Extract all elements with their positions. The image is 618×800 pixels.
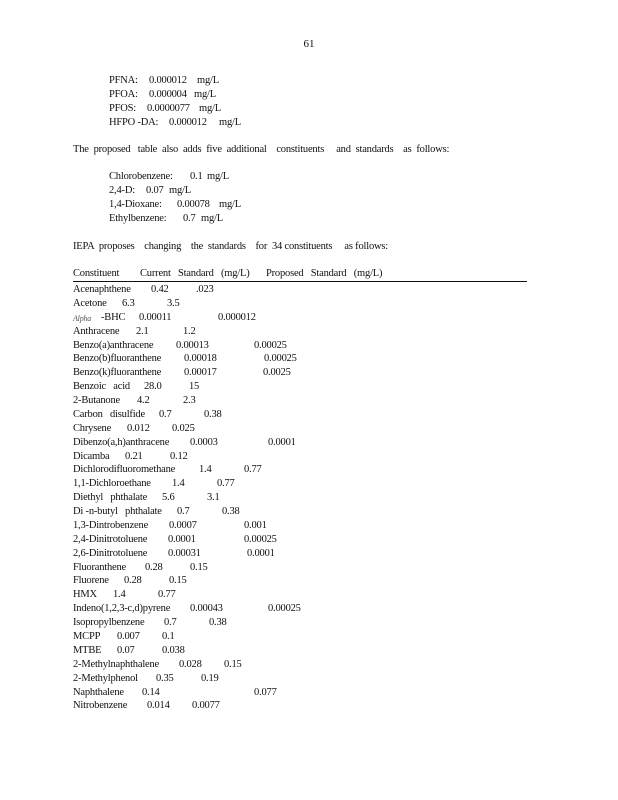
current-standard-value: 0.0007 (169, 520, 197, 531)
pfas-name: PFOS: (109, 103, 137, 114)
header-proposed-standard: Proposed Standard (mg/L) (266, 268, 383, 279)
paragraph-additional: The proposed table also adds five additional constituents and standards as follows: (73, 144, 450, 155)
proposed-standard-value: 0.00025 (268, 603, 301, 614)
current-standard-value: 0.00031 (168, 548, 201, 559)
proposed-standard-value: 0.025 (172, 423, 195, 434)
constituent-name: 2-Methylnaphthalene (73, 659, 160, 670)
current-standard-value: 0.012 (127, 423, 150, 434)
constituent-name: Acenaphthene (73, 284, 131, 295)
additional-value: 0.1 (190, 171, 203, 182)
constituent-name: Benzo(k)fluoranthene (73, 367, 162, 378)
proposed-standard-value: 0.000012 (218, 312, 256, 323)
proposed-standard-value: 0.0077 (192, 700, 220, 711)
constituent-name: -BHC (101, 312, 126, 323)
constituent-name: Indeno(1,2,3-c,d)pyrene (73, 603, 171, 614)
current-standard-value: 0.14 (142, 687, 160, 698)
constituent-name: MTBE (73, 645, 102, 656)
additional-unit: mg/L (201, 213, 223, 224)
proposed-standard-value: 0.77 (217, 478, 235, 489)
proposed-standard-value: 1.2 (183, 326, 196, 337)
constituent-name: Benzo(a)anthracene (73, 340, 154, 351)
constituent-name: 1,3-Dintrobenzene (73, 520, 149, 531)
proposed-standard-value: 0.77 (244, 464, 262, 475)
proposed-standard-value: 15 (189, 381, 200, 392)
current-standard-value: 5.6 (162, 492, 175, 503)
additional-name: 1,4-Dioxane: (109, 199, 162, 210)
additional-name: 2,4-D: (109, 185, 135, 196)
proposed-standard-value: .023 (196, 284, 214, 295)
proposed-standard-value: 0.38 (222, 506, 240, 517)
proposed-standard-value: 0.00025 (244, 534, 277, 545)
proposed-standard-value: 0.77 (158, 589, 176, 600)
current-standard-value: 0.0001 (168, 534, 196, 545)
proposed-standard-value: 0.15 (224, 659, 242, 670)
proposed-standard-value: 0.19 (201, 673, 219, 684)
additional-unit: mg/L (219, 199, 241, 210)
pfas-value: 0.000004 (149, 89, 187, 100)
current-standard-value: 2.1 (136, 326, 149, 337)
current-standard-value: 0.28 (124, 575, 142, 586)
current-standard-value: 6.3 (122, 298, 135, 309)
current-standard-value: 0.00013 (176, 340, 209, 351)
current-standard-value: 0.014 (147, 700, 170, 711)
constituent-name: 1,1-Dichloroethane (73, 478, 151, 489)
additional-unit: mg/L (207, 171, 229, 182)
additional-value: 0.00078 (177, 199, 210, 210)
current-standard-value: 0.00011 (139, 312, 172, 323)
header-constituent: Constituent (73, 268, 120, 279)
proposed-standard-value: 0.15 (169, 575, 187, 586)
constituent-name: Dichlorodifluoromethane (73, 464, 176, 475)
constituent-name: Dicamba (73, 451, 110, 462)
proposed-standard-value: 0.00025 (264, 353, 297, 364)
proposed-standard-value: 3.5 (167, 298, 180, 309)
current-standard-value: 0.7 (177, 506, 190, 517)
constituent-name: MCPP (73, 631, 101, 642)
proposed-standard-value: 2.3 (183, 395, 196, 406)
current-standard-value: 0.42 (151, 284, 169, 295)
constituent-name: 2,6-Dinitrotoluene (73, 548, 148, 559)
current-standard-value: 0.7 (164, 617, 177, 628)
proposed-standard-value: 0.038 (162, 645, 185, 656)
proposed-standard-value: 3.1 (207, 492, 220, 503)
current-standard-value: 0.07 (117, 645, 135, 656)
current-standard-value: 0.0003 (190, 437, 218, 448)
current-standard-value: 0.00043 (190, 603, 223, 614)
pfas-value: 0.000012 (149, 75, 187, 86)
constituent-name: Acetone (73, 298, 107, 309)
pfas-value: 0.000012 (169, 117, 207, 128)
constituent-name: Carbon disulfide (73, 409, 145, 420)
current-standard-value: 0.028 (179, 659, 202, 670)
constituent-name: 2-Methylphenol (73, 673, 138, 684)
current-standard-value: 1.4 (113, 589, 126, 600)
proposed-standard-value: 0.15 (190, 562, 208, 573)
current-standard-value: 0.00018 (184, 353, 217, 364)
page-number: 61 (303, 38, 315, 50)
pfas-unit: mg/L (194, 89, 216, 100)
pfas-unit: mg/L (197, 75, 219, 86)
pfas-name: PFNA: (109, 75, 138, 86)
proposed-standard-value: 0.38 (204, 409, 222, 420)
current-standard-value: 1.4 (199, 464, 212, 475)
additional-value: 0.7 (183, 213, 196, 224)
header-current-standard: Current Standard (mg/L) (140, 268, 250, 279)
constituent-name: Fluoranthene (73, 562, 127, 573)
constituent-name: 2-Butanone (73, 395, 120, 406)
pfas-unit: mg/L (199, 103, 221, 114)
constituent-name: Di -n-butyl phthalate (73, 506, 162, 517)
pfas-name: HFPO -DA: (109, 117, 159, 128)
alpha-symbol: Alpha (73, 314, 92, 323)
proposed-standard-value: 0.1 (162, 631, 175, 642)
constituent-name: Fluorene (73, 575, 109, 586)
constituent-name: Benzo(b)fluoranthene (73, 353, 162, 364)
constituent-name: Benzoic acid (73, 381, 130, 392)
current-standard-value: 0.00017 (184, 367, 217, 378)
current-standard-value: 0.007 (117, 631, 140, 642)
constituent-name: Dibenzo(a,h)anthracene (73, 437, 170, 448)
proposed-standard-value: 0.12 (170, 451, 188, 462)
additional-value: 0.07 (146, 185, 164, 196)
constituent-name: Diethyl phthalate (73, 492, 148, 503)
current-standard-value: 0.35 (156, 673, 174, 684)
current-standard-value: 0.7 (159, 409, 172, 420)
current-standard-value: 1.4 (172, 478, 185, 489)
current-standard-value: 4.2 (137, 395, 150, 406)
proposed-standard-value: 0.0025 (263, 367, 291, 378)
proposed-standard-value: 0.00025 (254, 340, 287, 351)
additional-name: Ethylbenzene: (109, 213, 167, 224)
additional-unit: mg/L (169, 185, 191, 196)
proposed-standard-value: 0.0001 (268, 437, 296, 448)
constituent-name: Nitrobenzene (73, 700, 128, 711)
table-header-rule (73, 281, 527, 282)
constituent-name: HMX (73, 589, 97, 600)
current-standard-value: 0.21 (125, 451, 143, 462)
current-standard-value: 28.0 (144, 381, 162, 392)
proposed-standard-value: 0.077 (254, 687, 277, 698)
constituent-name: 2,4-Dinitrotoluene (73, 534, 148, 545)
pfas-unit: mg/L (219, 117, 241, 128)
pfas-name: PFOA: (109, 89, 138, 100)
constituent-name: Isopropylbenzene (73, 617, 145, 628)
proposed-standard-value: 0.38 (209, 617, 227, 628)
pfas-value: 0.0000077 (147, 103, 190, 114)
constituent-name: Anthracene (73, 326, 120, 337)
paragraph-changes: IEPA proposes changing the standards for 34 constituents as follows: (73, 241, 388, 252)
constituent-name: Naphthalene (73, 687, 124, 698)
proposed-standard-value: 0.001 (244, 520, 267, 531)
additional-name: Chlorobenzene: (109, 171, 173, 182)
proposed-standard-value: 0.0001 (247, 548, 275, 559)
constituent-name: Chrysene (73, 423, 112, 434)
current-standard-value: 0.28 (145, 562, 163, 573)
